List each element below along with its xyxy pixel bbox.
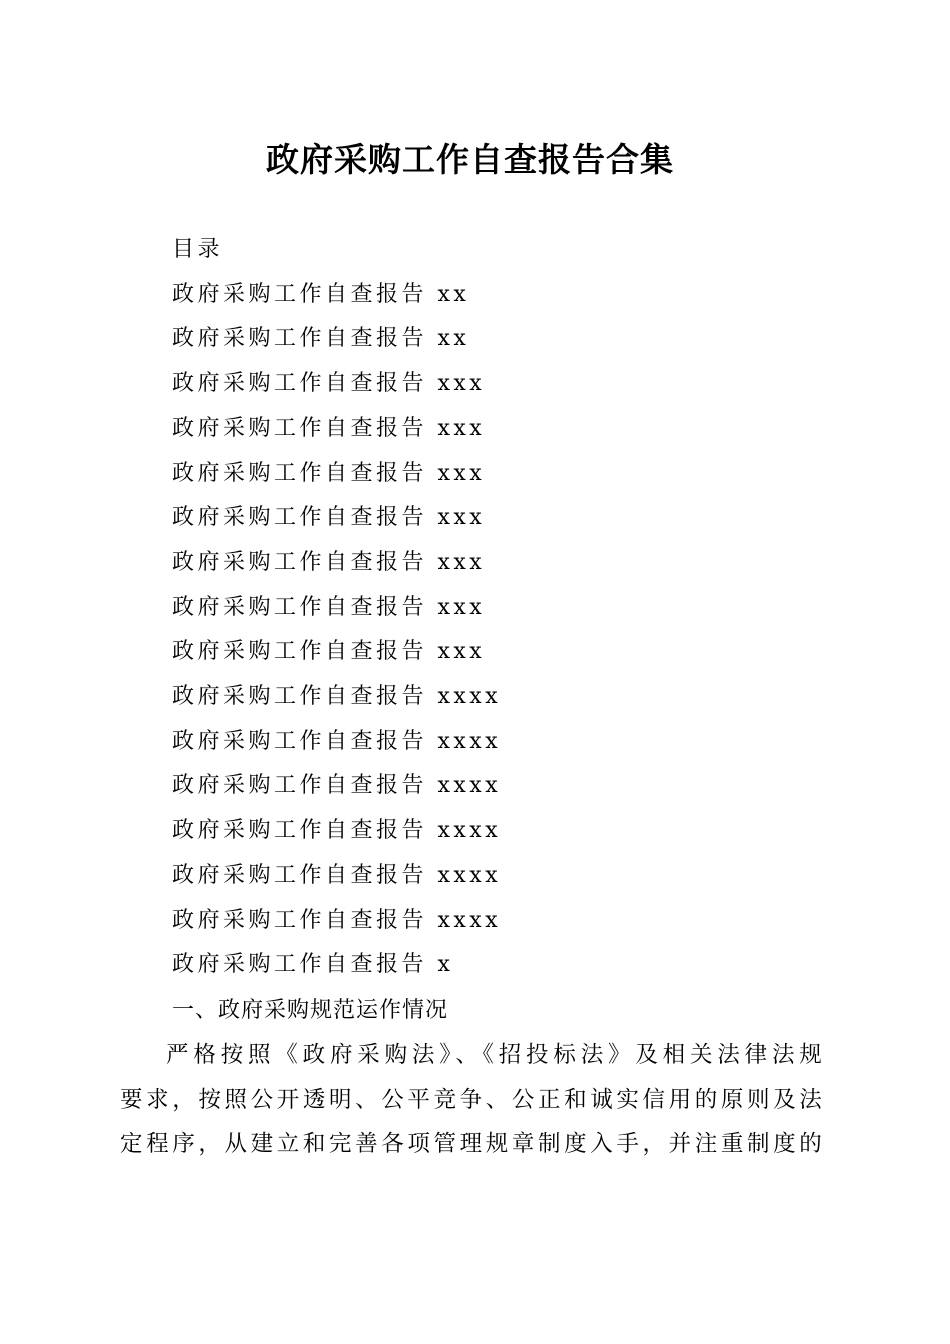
paragraph-line: 要求，按照公开透明、公平竞争、公正和诚实信用的原则及法: [120, 1086, 825, 1113]
section-heading: 一、政府采购规范运作情况: [172, 998, 449, 1023]
toc-item: 政府采购工作自查报告 xxxx: [172, 684, 502, 710]
toc-item: 政府采购工作自查报告 xxxx: [172, 818, 502, 844]
toc-item: 政府采购工作自查报告 xx: [172, 326, 470, 352]
toc-item: 政府采购工作自查报告 xx: [172, 281, 470, 307]
toc-item: 政府采购工作自查报告 xxxx: [172, 907, 502, 933]
paragraph-line: 定程序，从建立和完善各项管理规章制度入手，并注重制度的: [120, 1131, 825, 1157]
toc-item: 政府采购工作自查报告 xxx: [172, 639, 486, 665]
toc-item: 政府采购工作自查报告 xxx: [172, 371, 486, 397]
toc-item: 政府采购工作自查报告 x: [172, 952, 454, 978]
toc-heading: 目录: [172, 237, 224, 262]
document-title: 政府采购工作自查报告合集: [266, 140, 674, 179]
toc-item: 政府采购工作自查报告 xxx: [172, 505, 486, 531]
toc-item: 政府采购工作自查报告 xxx: [172, 415, 486, 441]
toc-item: 政府采购工作自查报告 xxx: [172, 549, 486, 575]
toc-item: 政府采购工作自查报告 xxx: [172, 460, 486, 486]
toc-item: 政府采购工作自查报告 xxxx: [172, 728, 502, 754]
table-of-contents: [172, 228, 501, 988]
body-paragraph: [120, 1033, 825, 1167]
toc-item: 政府采购工作自查报告 xxx: [172, 594, 486, 620]
toc-item: 政府采购工作自查报告 xxxx: [172, 862, 502, 888]
paragraph-line: 严格按照《政府采购法》、《招投标法》及相关法律法规: [166, 1042, 825, 1068]
toc-item: 政府采购工作自查报告 xxxx: [172, 773, 502, 799]
